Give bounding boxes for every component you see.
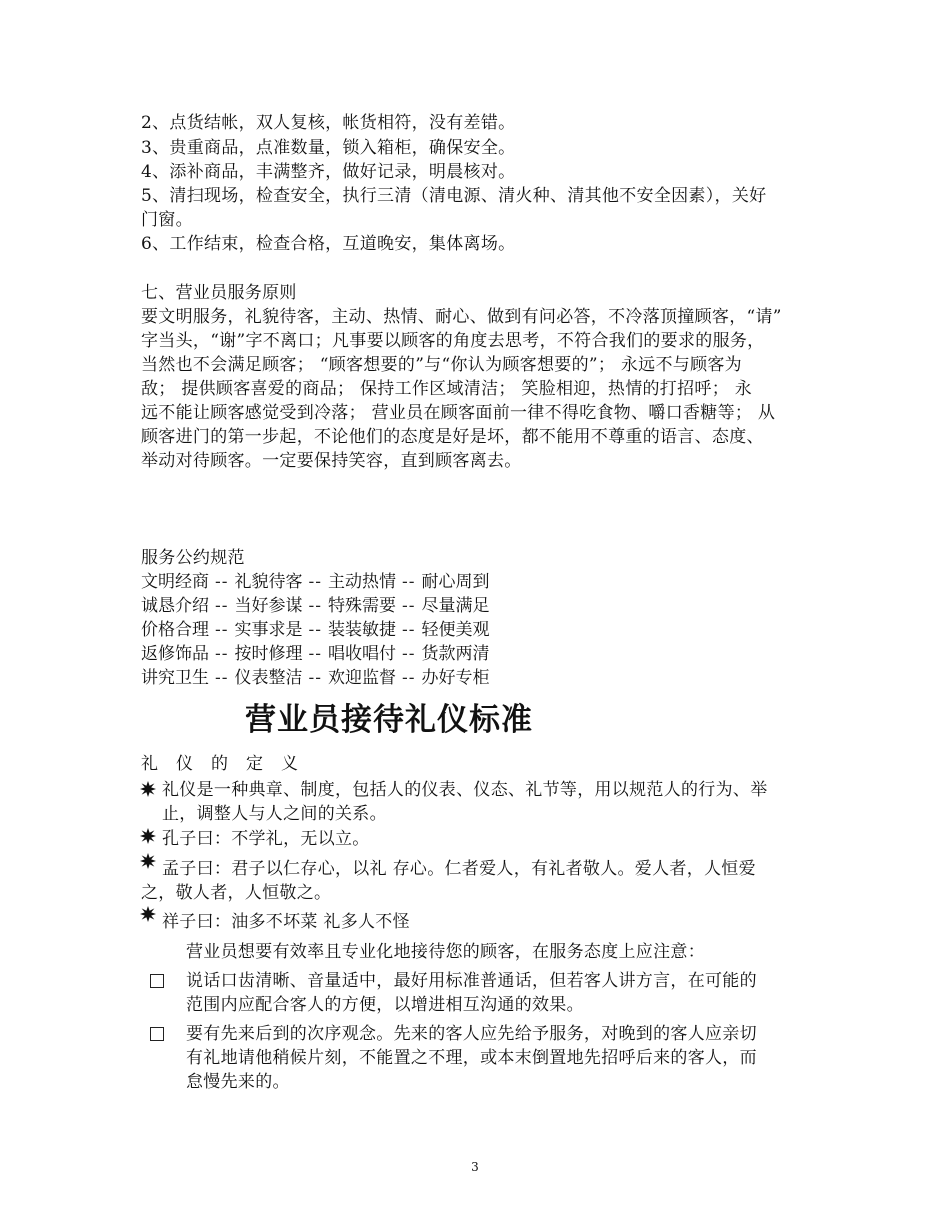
convention-cell: 唱收唱付 [328,644,396,664]
convention-cell: 文明经商 [141,572,209,592]
separator: -- [308,572,322,592]
principles-line: 远不能让顾客感觉受到冷落； 营业员在顾客面前一律不得吃食物、嚼口香糖等； 从 [141,403,776,423]
separator: -- [215,644,229,664]
star-bullet-icon [140,853,156,869]
principles-line: 要文明服务，礼貌待客，主动、热情、耐心、做到有问必答，不冷落顶撞顾客，“请” [141,307,782,327]
convention-heading: 服务公约规范 [141,548,245,568]
convention-cell: 特殊需要 [328,596,396,616]
separator: -- [308,620,322,640]
convention-row [141,642,490,666]
closing-item: 4、添补商品，丰满整齐，做好记录，明晨核对。 [141,162,516,182]
convention-cell: 价格合理 [141,620,209,640]
closing-item: 门窗。 [141,210,193,230]
bullet-text: 礼仪是一种典章、制度，包括人的仪表、仪态、礼节等，用以规范人的行为、举 [162,780,768,800]
convention-cell: 办好专柜 [421,668,490,688]
convention-cell: 仪表整洁 [234,668,303,688]
bullet-text: 孔子曰：不学礼，无以立。 [162,829,370,849]
convention-cell: 实事求是 [234,620,303,640]
convention-cell: 轻便美观 [421,620,490,640]
convention-row [141,570,490,594]
page-number: 3 [471,1160,479,1174]
bullet-text: 止，调整人与人之间的关系。 [162,804,387,824]
separator: -- [215,572,229,592]
checklist-text: 怠慢先来的。 [186,1072,290,1092]
separator: -- [215,620,229,640]
separator: -- [402,572,416,592]
separator: -- [308,644,322,664]
bullet-text: 祥子曰：油多不坏菜 礼多人不怪 [162,912,410,932]
checklist-text: 范围内应配合客人的方便，以增进相互沟通的效果。 [186,995,584,1015]
star-bullet-icon [140,781,156,797]
star-bullet-icon [140,906,156,922]
closing-item: 2、点货结帐，双人复核，帐货相符，没有差错。 [141,113,516,133]
convention-cell: 按时修理 [234,644,303,664]
convention-cell: 货款两清 [421,644,490,664]
convention-row [141,594,490,618]
principles-line: 当然也不会满足顾客； “顾客想要的”与“你认为顾客想要的”； 永远不与顾客为 [141,355,742,375]
separator: -- [308,668,322,688]
checklist-text: 有礼地请他稍候片刻，不能置之不理，或本末倒置地先招呼后来的客人，而 [186,1048,757,1068]
closing-item: 3、贵重商品，点准数量，锁入箱柜，确保安全。 [141,138,516,158]
principles-heading: 七、营业员服务原则 [141,283,297,303]
checkbox-square-icon [150,974,164,988]
separator: -- [402,644,416,664]
convention-cell: 当好参谋 [234,596,303,616]
convention-cell: 欢迎监督 [328,668,396,688]
principles-line: 举动对待顾客。一定要保持笑容，直到顾客离去。 [141,451,522,471]
separator: -- [215,668,229,688]
checklist-text: 说话口齿清晰、音量适中，最好用标准普通话，但若客人讲方言，在可能的 [186,971,757,991]
separator: -- [402,596,416,616]
convention-cell: 诚恳介绍 [141,596,209,616]
bullet-text: 之，敬人者，人恒敬之。 [141,883,332,903]
principles-line: 敌； 提供顾客喜爱的商品； 保持工作区域清洁； 笑脸相迎，热情的打招呼； 永 [141,379,753,399]
star-bullet-icon [140,828,156,844]
convention-cell: 尽量满足 [421,596,490,616]
definition-heading: 礼仪的定义 [141,754,316,774]
convention-cell: 返修饰品 [141,644,209,664]
convention-row [141,618,490,642]
closing-item: 5、清扫现场，检查安全，执行三清（清电源、清火种、清其他不安全因素），关好 [141,186,767,206]
separator: -- [402,620,416,640]
checklist-text: 要有先来后到的次序观念。先来的客人应先给予服务，对晚到的客人应亲切 [186,1024,757,1044]
convention-cell: 讲究卫生 [141,668,209,688]
convention-row [141,666,490,690]
convention-cell: 礼貌待客 [234,572,303,592]
closing-item: 6、工作结束，检查合格，互道晚安，集体离场。 [141,234,516,254]
separator: -- [402,668,416,688]
intro-text: 营业员想要有效率且专业化地接待您的顾客，在服务态度上应注意： [186,942,705,962]
principles-line: 字当头，“谢”字不离口；凡事要以顾客的角度去思考，不符合我们的要求的服务， [141,331,765,351]
separator: -- [308,596,322,616]
convention-cell: 耐心周到 [421,572,490,592]
convention-cell: 装装敏捷 [328,620,396,640]
convention-cell: 主动热情 [328,572,396,592]
separator: -- [215,596,229,616]
bullet-text: 孟子曰：君子以仁存心，以礼 存心。仁者爱人，有礼者敬人。爱人者，人恒爱 [162,859,756,879]
section-title: 营业员接待礼仪标准 [245,702,533,738]
checkbox-square-icon [150,1027,164,1041]
principles-line: 顾客进门的第一步起，不论他们的态度是好是坏，都不能用不尊重的语言、态度、 [141,427,764,447]
